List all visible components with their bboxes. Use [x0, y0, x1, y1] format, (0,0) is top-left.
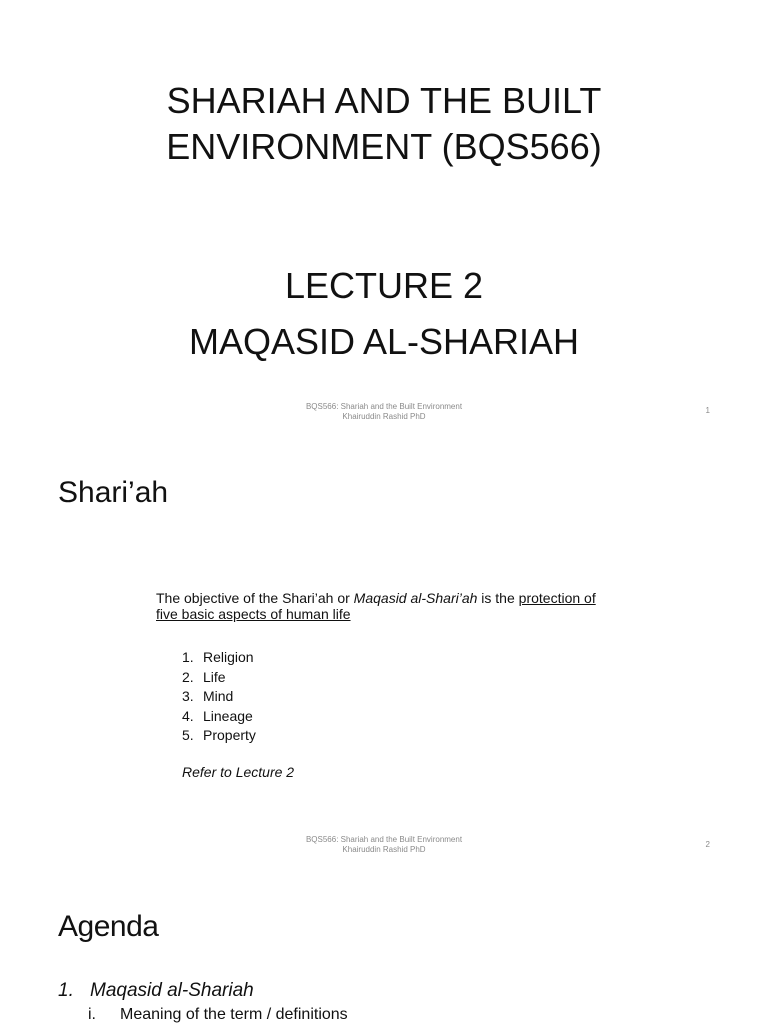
course-title-line-2: ENVIRONMENT (BQS566) — [166, 126, 602, 167]
footer-author: Khairuddin Rashid PhD — [342, 845, 426, 854]
slide-footer — [0, 835, 768, 855]
course-title — [0, 78, 768, 170]
list-item-number: 3. — [182, 688, 194, 704]
page-number: 1 — [705, 406, 710, 415]
agenda-item-number: 1. — [58, 980, 74, 1001]
slide-1 — [0, 0, 768, 432]
slide-2 — [0, 432, 768, 864]
slide-heading: Shari’ah — [58, 476, 169, 509]
agenda-subitem-number: i. — [88, 1006, 96, 1023]
objective-text-part-1: The objective of the Shari’ah or — [156, 590, 354, 606]
list-item-label: Lineage — [203, 707, 253, 724]
list-item-label: Property — [203, 727, 256, 743]
lecture-title — [0, 258, 768, 370]
footer-course: BQS566: Shariah and the Built Environment — [305, 402, 463, 411]
list-item-label: Religion — [203, 649, 254, 665]
agenda-subitem — [88, 1006, 348, 1024]
list-item — [182, 668, 256, 688]
objective-underlined: protection of five basic aspects of human life — [156, 590, 596, 622]
footer-author: Khairuddin Rashid PhD — [342, 412, 426, 421]
lecture-number: LECTURE 2 — [284, 265, 484, 306]
footer-course: BQS566: Shariah and the Built Environment — [305, 835, 463, 844]
page-number: 2 — [705, 840, 710, 849]
list-item-number: 2. — [182, 668, 194, 685]
list-item — [182, 648, 256, 668]
slide-3 — [0, 864, 768, 1024]
list-item — [182, 707, 256, 727]
list-item-label: Mind — [203, 688, 234, 704]
agenda-item — [58, 980, 254, 1002]
list-item-number: 5. — [182, 727, 194, 743]
list-item-number: 4. — [182, 707, 194, 724]
slide-footer — [0, 402, 768, 422]
list-item — [182, 687, 256, 707]
lecture-topic: MAQASID AL-SHARIAH — [188, 321, 580, 362]
agenda-item-label: Maqasid al-Shariah — [90, 980, 254, 1001]
objective-text-part-2: is the — [477, 590, 519, 606]
agenda-subitem-label: Meaning of the term / definitions — [120, 1006, 348, 1023]
list-item-label: Life — [203, 668, 226, 685]
objective-text — [156, 590, 616, 622]
course-title-line-1: SHARIAH AND THE BUILT — [166, 80, 602, 121]
list-item-number: 1. — [182, 649, 194, 665]
objective-term: Maqasid al-Shari’ah — [353, 590, 478, 606]
list-item — [182, 726, 256, 746]
refer-note: Refer to Lecture 2 — [182, 764, 295, 780]
aspects-list — [182, 648, 256, 746]
slide-heading: Agenda — [58, 910, 159, 943]
